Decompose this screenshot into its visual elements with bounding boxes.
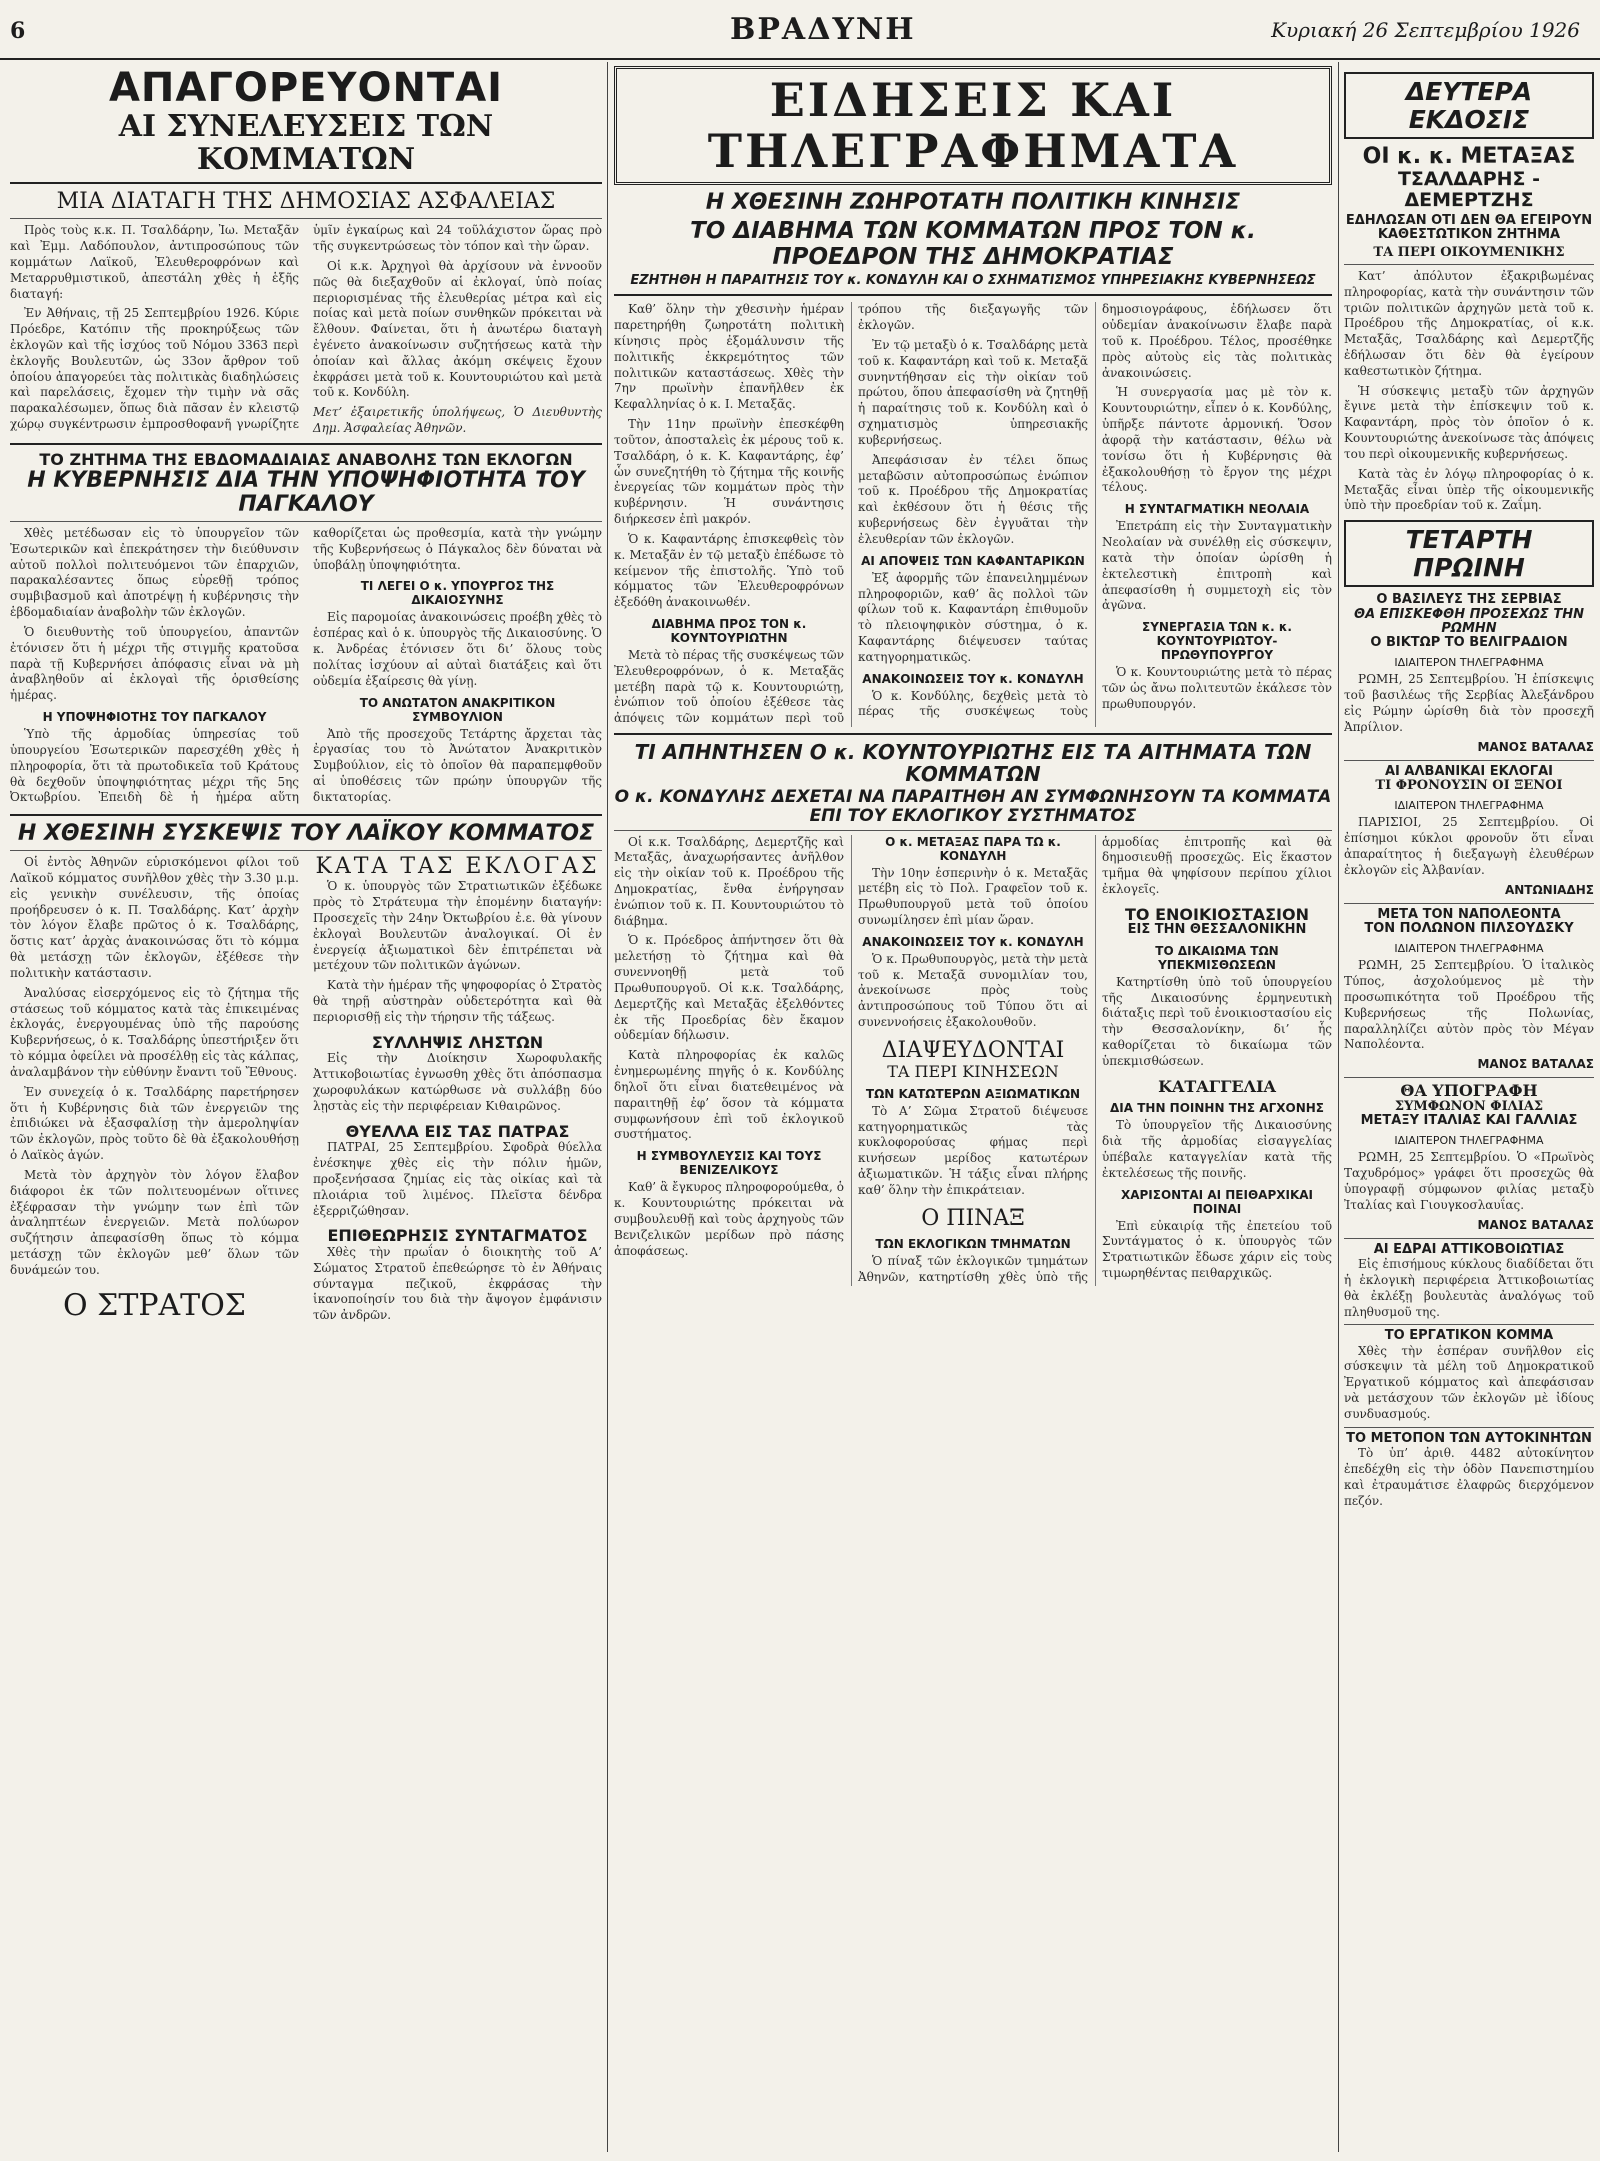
inspection-paragraph: Χθὲς τὴν πρωΐαν ὁ διοικητὴς τοῦ Α’ Σώματος Στρατοῦ ἐπεθεώρησε τὸ ἐν Ἀθήναις σύνταγμα πεζικοῦ, ἐκφράσας τὴν ἱκανοποίησίν του διὰ τὴν ἄψογον ἐμφάνισιν τῶν ἀνδρῶν. [313, 1245, 602, 1323]
serbia-signature: ΜΑΝΟΣ ΒΑΤΑΛΑΣ [1477, 739, 1594, 754]
middle-paragraph-3: Κατὰ πληροφορίας ἐκ καλῶς ἐνημερωμένης πηγῆς ὁ κ. Κονδύλης δηλοῖ ὅτι εἶναι διατεθειμένος νὰ παραιτηθῇ ἐφ’ ὅσον τὰ κόμματα συμφωνήσουν ἐπὶ τοῦ ἐκλογικοῦ συστήματος. [614, 1048, 844, 1142]
complaint-headline-2: ΔΙΑ ΤΗΝ ΠΟΙΝΗΝ ΤΗΣ ΑΓΧΟΝΗΣ [1110, 1101, 1324, 1116]
brigands-headline: ΣΥΛΛΗΨΙΣ ΛΗΣΤΩΝ [371, 1032, 544, 1052]
albania-headline-2: ΤΙ ΦΡΟΝΟΥΣΙΝ ΟΙ ΞΕΝΟΙ [1375, 778, 1563, 794]
right-subhead: ΕΔΗΛΩΣΑΝ ΟΤΙ ΔΕΝ ΘΑ ΕΓΕΙΡΟΥΝ ΚΑΘΕΣΤΩΤΙΚΟΝ ΖΗΤΗΜΑ [1345, 212, 1593, 243]
issue-date: Κυριακή 26 Σεπτεμβρίου 1926 [1271, 18, 1580, 42]
friendship-tag: ΙΔΙΑΙΤΕΡΟΝ ΤΗΛΕΓΡΑΦΗΜΑ [1394, 1134, 1544, 1148]
second-edition-title: ΔΕΥΤΕΡΑ ΕΚΔΟΣΙΣ [1405, 77, 1533, 134]
article3-body [10, 855, 602, 1325]
main-headline-2: ΑΙ ΣΥΝΕΛΕΥΣΕΙΣ ΤΩΝ ΚΟΜΜΑΤΩΝ [118, 109, 494, 177]
article3-paragraph-2: Ἀναλύσας εἰσερχόμενος εἰς τὸ ζήτημα τῆς στάσεως τοῦ κόμματος κατὰ τὰς ἐπικειμένας ἐκλογάς, ἐνεργουμένας ὑπὸ τῆς παρούσης Κυβερνήσεως, ὁ κ. Τσαλδάρης ὑπεστήριξεν ὅτι τὸ κόμμα ὀφείλει νὰ προσέλθῃ εἰς τὰς κάλπας, ἀναλαμβάνον τὴν εὐθύνην ἔναντι τοῦ Ἔθνους. [10, 985, 299, 1079]
rent-headline-2: ΕΙΣ ΤΗΝ ΘΕΣΣΑΛΟΝΙΚΗΝ [1127, 922, 1307, 938]
napoleon-headline: ΜΕΤΑ ΤΟΝ ΝΑΠΟΛΕΟΝΤΑ [1377, 906, 1561, 922]
rent-subhead: ΤΟ ΔΙΚΑΙΩΜΑ ΤΩΝ ΥΠΕΚΜΙΣΘΩΣΕΩΝ [1155, 943, 1279, 972]
right-headline: ΟΙ κ. κ. ΜΕΤΑΞΑΣ [1362, 144, 1576, 169]
right-headline-2: ΤΣΑΛΔΑΡΗΣ - ΔΕΜΕΡΤΖΗΣ [1397, 168, 1541, 212]
second-edition-box [1344, 72, 1594, 139]
middle-subhead-3: ΑΝΑΚΟΙΝΩΣΕΙΣ ΤΟΥ κ. ΚΟΝΔΥΛΗ [862, 934, 1084, 949]
middle-paragraph-4: Καθ’ ἃ ἔγκυρος πληροφορούμεθα, ὁ κ. Κουντουριώτης πρόκειται νὰ συμβουλευθῇ καὶ τοὺς ἀρχηγοὺς τῶν Βενιζελικῶν μερίδων πρὸ πάσης ἀποφάσεως. [614, 1180, 844, 1258]
denial-subhead: ΤΩΝ ΚΑΤΩΤΕΡΩΝ ΑΞΙΩΜΑΤΙΚΩΝ [865, 1086, 1081, 1101]
divider [614, 830, 1332, 831]
right-paragraph-1: Κατ’ ἀπόλυτον ἐξακριβωμένας πληροφορίας, κατὰ τὴν συνάντησιν τῶν τριῶν πολιτικῶν ἀρχηγῶν μετὰ τοῦ κ. Προέδρου τῆς Δημοκρατίας, οἱ κ.κ. Μεταξᾶς, Τσαλδάρης καὶ Δεμερτζῆς ἐδήλωσαν ὅτι δὲν θὰ ἐγείρουν καθεστωτικὸν ζήτημα. [1344, 268, 1594, 378]
article2-paragraph-2: Ὁ διευθυντὴς τοῦ ὑπουργείου, ἀπαντῶν ἐτόνισεν ὅτι ἡ μέχρι τῆς στιγμῆς κρατοῦσα παρὰ τῇ Κυβερνήσει ἀπόφασις εἶναι νὰ μὴ ἀναβληθοῦν αἱ ἐκλογαὶ τῆς ὁρισθείσης ἡμέρας. [10, 624, 299, 703]
announcements-paragraph-2: Ἡ συνεργασία μας μὲ τὸν κ. Κουντουριώτην, εἶπεν ὁ κ. Κονδύλης, ὑπῆρξε πάντοτε ἀρμονική. Ὅσον ἀφορᾷ τὴν κατάστασιν, θέλω νὰ τονίσω ὅτι ἡ Κυβέρνησις θὰ ἐξακολουθήσῃ τὸ ἔργον της μέχρι τέλους. [1102, 385, 1332, 495]
table-headline: Ο ΠΙΝΑΞ [921, 1205, 1025, 1231]
middle-paragraph-1: Οἱ κ.κ. Τσαλδάρης, Δεμερτζῆς καὶ Μεταξᾶς, ἀναχωρήσαντες ἀνῆλθον εἰς τὴν οἰκίαν τοῦ κ. Προέδρου τῆς Δημοκρατίας, ἔνθα ἐνήργησαν ἐνώπιον τοῦ κ. Π. Κουντουριώτου τὸ διάβημα. [614, 834, 844, 928]
right-paragraph-3: Κατὰ τὰς ἐν λόγῳ πληροφορίας ὁ κ. Μεταξᾶς εἶναι ὑπὲρ τῆς οἰκουμενικῆς ὑπὸ τὴν προεδρίαν τοῦ κ. Ζαΐμη. [1344, 466, 1594, 513]
brigands-paragraph: Εἰς τὴν Διοίκησιν Χωροφυλακῆς Ἀττικοβοιωτίας ἐγνωσθη χθὲς ὅτι ἀπόσπασμα χωροφυλάκων κατώρθωσε νὰ συλλάβῃ δύο λῃστὰς εἰς τὴν περιφέρειαν Κιθαιρῶνος. [313, 1051, 602, 1113]
friendship-headline-2: ΣΥΜΦΩΝΟΝ ΦΙΛΙΑΣ [1394, 1098, 1544, 1114]
kicker: Η ΧΘΕΣΙΝΗ ΖΩΗΡΟΤΑΤΗ ΠΟΛΙΤΙΚΗ ΚΙΝΗΣΙΣ [705, 190, 1241, 216]
divider [1344, 1427, 1594, 1428]
article2-headline-2: Η ΚΥΒΕΡΝΗΣΙΣ ΔΙΑ ΤΗΝ ΥΠΟΨΗΦΙΟΤΗΤΑ ΤΟΥ ΠΑΓΚΑΛΟΥ [27, 467, 585, 517]
middle-headline: ΤΙ ΑΠΗΝΤΗΣΕΝ Ο κ. ΚΟΥΝΤΟΥΡΙΩΤΗΣ ΕΙΣ ΤΑ ΑΙΤΗΜΑΤΑ ΤΩΝ ΚΟΜΜΑΤΩΝ [634, 740, 1312, 787]
right-paragraph-2: Ἡ σύσκεψις μεταξὺ τῶν ἀρχηγῶν ἔγινε μετὰ τὴν ἐπίσκεψιν τοῦ κ. Καφαντάρη, πρὸς τὸν ὁποῖον ὁ κ. Κουντουριώτης ἀνεκοίνωσε τὰς ἀπόψεις του περὶ οἰκουμενικῆς κυβερνήσεως. [1344, 383, 1594, 461]
army-paragraph-1: Ὁ κ. ὑπουργὸς τῶν Στρατιωτικῶν ἐξέδωκε πρὸς τὸ Στράτευμα τὴν ἑπομένην διαταγήν: Προσεχεῖς τὴν 24ην Ὀκτωβρίου ἐ.ε. θὰ γίνουν ἐκλογαὶ Βουλευτῶν ἀναλογικαί. Οἱ ἐν ἐνεργείᾳ ἀξιωματικοὶ δὲν ἐπιτρέπεται νὰ μετέχουν τῶν πολιτικῶν ἀγώνων. [313, 879, 602, 973]
serbia-headline-3: Ο ΒΙΚΤΩΡ ΤΟ ΒΕΛΙΓΡΑΔΙΟΝ [1370, 635, 1568, 651]
cars-paragraph: Τὸ ὑπ’ ἀριθ. 4482 αὐτοκίνητον ἐπεδέχθη εἰς τὴν ὁδὸν Πανεπιστημίου καὶ ἐτραυμάτισε ἐλαφρῶς διερχόμενον πεζόν. [1344, 1446, 1594, 1508]
rent-paragraph: Κατηρτίσθη ὑπὸ τοῦ ὑπουργείου τῆς Δικαιοσύνης ἑρμηνευτικὴ διάταξις περὶ τοῦ ἐνοικιοστασίου εἰς τὴν Θεσσαλονίκην, δι’ ἧς καθορίζεται τὸ δικαίωμα τῶν ὑπεκμισθώσεων. [1102, 974, 1332, 1068]
subhead-announcements: ΑΝΑΚΟΙΝΩΣΕΙΣ ΤΟΥ κ. ΚΟΝΔΥΛΗ [862, 671, 1084, 686]
announcements-paragraph-1: Ὁ κ. Κονδύλης, δεχθεὶς μετὰ τὸ πέρας τῆς συσκέψεως τοὺς δημοσιογράφους, ἐδήλωσεν ὅτι οὐδεμίαν ἀνακοίνωσιν ἔλαβε παρὰ τοῦ κ. Προέδρου. Τέλος, προσέθηκε πρὸς αὐτοὺς εἰς τὰς πολιτικὰς ἀνακοινώσεις. [858, 302, 1332, 719]
army-headline: Ο ΣΤΡΑΤΟΣ [62, 1287, 247, 1323]
rent-headline: ΤΟ ΕΝΟΙΚΙΟΣΤΑΣΙΟΝ [1124, 904, 1309, 924]
serbia-headline-2: ΘΑ ΕΠΙΣΚΕΦΘΗ ΠΡΟΣΕΧΩΣ ΤΗΝ ΡΩΜΗΝ [1354, 606, 1584, 636]
divider [10, 182, 602, 184]
serbia-tag: ΙΔΙΑΙΤΕΡΟΝ ΤΗΛΕΓΡΑΦΗΜΑ [1394, 656, 1544, 670]
divider [10, 814, 602, 816]
serbia-paragraph: ΡΩΜΗ, 25 Σεπτεμβρίου. Ἡ ἐπίσκεψις τοῦ βασιλέως τῆς Σερβίας Ἀλεξάνδρου εἰς Ρώμην ὡρίσθη διὰ τὸν προσεχῆ Ἀπρίλιον. [1344, 672, 1594, 734]
napoleon-headline-2: ΤΟΝ ΠΟΛΩΝΟΝ ΠΙΛΣΟΥΔΣΚΥ [1364, 920, 1574, 936]
labour-headline: ΤΟ ΕΡΓΑΤΙΚΟΝ ΚΟΜΜΑ [1384, 1328, 1554, 1344]
seats-paragraph: Εἰς ἐπισήμους κύκλους διαδίδεται ὅτι ἡ ἐκλογικὴ περιφέρεια Ἀττικοβοιωτίας θὰ ἐκλέξῃ βουλευτὰς ἀναλόγως τοῦ πληθυσμοῦ της. [1344, 1257, 1594, 1319]
middle-paragraph-2: Ὁ κ. Πρόεδρος ἀπήντησεν ὅτι θὰ μελετήσῃ τὸ ζήτημα καὶ θὰ συνεννοηθῇ μετὰ τοῦ Πρωθυπουργοῦ. Οἱ κ.κ. Τσαλδάρης, Δεμερτζῆς καὶ Μεταξᾶς ἐξελθόντες ἐκ τῆς Προεδρίας δὲν ἔκαμον οὐδεμίαν δήλωσιν. [614, 933, 844, 1043]
article3-paragraph-4: Μετὰ τὸν ἀρχηγὸν τὸν λόγον ἔλαβον διάφοροι ἐκ τῶν πολιτευομένων οἵτινες ἐξέφρασαν τὴν γνώμην των ἐπὶ τῶν ἀναληπτέων ἐνεργειῶν. Μετὰ πολύωρον συζήτησιν ἀπεφασίσθη ὅπως τὸ κόμμα μετάσχῃ τῶν ἐκλογῶν μεθ’ ὅλων τῶν δυνάμεών του. [10, 1167, 299, 1277]
left-column [10, 66, 602, 2146]
main-paragraph-3: Οἱ κ.κ. Ἀρχηγοὶ θὰ ἀρχίσουν νὰ ἐννοοῦν πῶς θὰ διεξαχθοῦν αἱ ἐκλογαί, ὑπὸ ποίας περιορισμένας τῆς ἐλευθερίας μέτρα καὶ εἰς ποίας καὶ μετὰ ποίων συνθηκῶν πρόκειται νὰ ἔλθουν. Φαίνεται, ὅτι ἡ ἀνωτέρω διαταγὴ ἐγένετο ἀνακοίνωσιν συζητήσεως κατὰ τὴν ὁποίαν καὶ ἄλλας ἀκόμη σκέψεις ἔχουν ἐκφράσει μετὰ τοῦ κ. Κουντουριώτου καὶ μετὰ τοῦ κ. Κονδύλη. [313, 258, 602, 400]
divider [614, 733, 1332, 735]
main-paragraph-1: Πρὸς τοὺς κ.κ. Π. Τσαλδάρην, Ἰω. Μεταξᾶν καὶ Ἐμμ. Λαδόπουλον, ἀντιπροσώπους τῶν κομμάτων Λαϊκοῦ, Ἐλευθεροφρόνων καὶ Μεταρρυθμιστικοῦ, ἀπεστάλη χθὲς ἡ ἑξῆς διαταγή: [10, 223, 299, 301]
middle-subhead-1: Η ΣΥΜΒΟΥΛΕΥΣΙΣ ΚΑΙ ΤΟΥΣ ΒΕΝΙΖΕΛΙΚΟΥΣ [636, 1149, 822, 1178]
serbia-headline: Ο ΒΑΣΙΛΕΥΣ ΤΗΣ ΣΕΡΒΙΑΣ [1376, 592, 1562, 608]
divider [1344, 1077, 1594, 1078]
column-rule-1 [607, 62, 608, 2152]
storm-headline: ΘΥΕΛΛΑ ΕΙΣ ΤΑΣ ΠΑΤΡΑΣ [345, 1121, 570, 1141]
friendship-paragraph: ΡΩΜΗ, 25 Σεπτεμβρίου. Ὁ «Πρωϊνὸς Ταχυδρόμος» γράφει ὅτι προσεχῶς θὰ ὑπογραφῇ σύμφωνον φιλίας μεταξὺ Ἰταλίας καὶ Γιουγκοσλαυΐας. [1344, 1150, 1594, 1212]
divider [1344, 264, 1594, 265]
middle-paragraph-5: Τὴν 10ην ἑσπερινὴν ὁ κ. Μεταξᾶς μετέβη εἰς τὸ Πολ. Γραφεῖον τοῦ κ. Πρωθυπουργοῦ μετὰ τοῦ ὁποίου συνωμίλησεν ἐπὶ μίαν ὥραν. [858, 865, 1088, 927]
main-subhead: ΜΙΑ ΔΙΑΤΑΓΗ ΤΗΣ ΔΗΜΟΣΙΑΣ ΑΣΦΑΛΕΙΑΣ [56, 189, 556, 214]
article3-paragraph-3: Ἐν συνεχείᾳ ὁ κ. Τσαλδάρης παρετήρησεν ὅτι ἡ Κυβέρνησις διὰ τῶν ἐνεργειῶν της ἐπιδιώκει νὰ ἐξασφαλίσῃ τὴν ἀμεροληψίαν τῶν ἐκλογῶν, πρὸς τοῦτο δὲ θὰ ἐξακολουθήσῃ ὁ Λαϊκὸς ἀγών. [10, 1084, 299, 1163]
divider [10, 850, 602, 851]
main-paragraph-2: Ἐν Ἀθήναις, τῇ 25 Σεπτεμβρίου 1926. Κύριε Πρόεδρε, Κατόπιν τῆς προκηρύξεως τῶν ἐκλογῶν καὶ τῆς ἰσχύος τοῦ Νόμου 3363 περὶ ἐκλογῆς Βουλευτῶν, ὡς 33ον ἄρθρον τοῦ ὁποίου ἀπαγορεύει τὰς πολιτικὰς διαδηλώσεις καὶ παρελάσεις, ἔχομεν τὴν τιμὴν νὰ σᾶς παρακαλέσωμεν, ὅπως διὰ πᾶσαν ἐν κλειστῷ χώρῳ συγκέντρωσιν ἐμπροσθοφανῆ γνωρίζητε ὑμῖν ἐγκαίρως καὶ 24 τοῦλάχιστον ὥρας πρὸ τῆς συγκεντρώσεως τὸν τόπον καὶ τὴν ὥραν. [10, 223, 602, 432]
friendship-signature: ΜΑΝΟΣ ΒΑΤΑΛΑΣ [1477, 1217, 1594, 1232]
middle-headline-2: Ο κ. ΚΟΝΔΥΛΗΣ ΔΕΧΕΤΑΙ ΝΑ ΠΑΡΑΙΤΗΘΗ ΑΝ ΣΥΜΦΩΝΗΣΟΥΝ ΤΑ ΚΟΜΜΑΤΑ ΕΠΙ ΤΟΥ ΕΚΛΟΓΙΚΟΥ ΣΥΣΤΗΜΑΤΟΣ [614, 787, 1332, 826]
divider [1344, 1238, 1594, 1239]
subhead-youth: Η ΣΥΝΤΑΓΜΑΤΙΚΗ ΝΕΟΛΑΙΑ [1124, 502, 1310, 517]
main-signature: Μετ’ ἐξαιρετικῆς ὑπολήψεως, Ὁ Διευθυντὴς Δημ. Ἀσφαλείας Ἀθηνῶν. [313, 405, 602, 436]
friendship-headline-3: ΜΕΤΑΞΥ ΙΤΑΛΙΑΣ ΚΑΙ ΓΑΛΛΙΑΣ [1360, 1113, 1578, 1129]
right-subhead-2: ΤΑ ΠΕΡΙ ΟΙΚΟΥΜΕΝΙΚΗΣ [1373, 244, 1565, 260]
article2-paragraph-4: Εἰς παρομοίας ἀνακοινώσεις προέβη χθὲς τὸ ἑσπέρας καὶ ὁ κ. ὑπουργὸς τῆς Δικαιοσύνης. Ὁ κ. Ἀνδρέας ἐτόνισεν ὅτι δι’ ὅλους τοὺς πολίτας ἰσχύουν αἱ αὐταὶ διατάξεις καὶ ὅτι οὐδεμία ἐξαίρεσις θὰ γίνῃ. [313, 610, 602, 688]
paper-name: ΒΡΑΔΥΝΗ [730, 12, 916, 47]
albania-paragraph: ΠΑΡΙΣΙΟΙ, 25 Σεπτεμβρίου. Οἱ ἐπίσημοι κύκλοι φρονοῦν ὅτι εἶναι ἀπαραίτητος ἡ διεξαγωγὴ ἐλευθέρων ἐκλογῶν εἰς Ἀλβανίαν. [1344, 815, 1594, 877]
fourth-edition-title: ΤΕΤΑΡΤΗ ΠΡΩΙΝΗ [1405, 525, 1533, 582]
middle-paragraph-6: Ὁ κ. Πρωθυπουργὸς, μετὰ τὴν μετὰ τοῦ κ. Μεταξᾶ συνομιλίαν του, ἀνεκοίνωσε πρὸς τοὺς ἀντιπροσώπους τοῦ Τύπου ὅτι αἱ συνεννοήσεις ἐξακολουθοῦν. [858, 951, 1088, 1030]
complaint-paragraph: Τὸ ὑπουργεῖον τῆς Δικαιοσύνης διὰ τῆς ἀρμοδίας εἰσαγγελίας ὑπέβαλε καταγγελίαν κατὰ τῆς ἐκτελέσεως τῆς ποινῆς. [1102, 1118, 1332, 1180]
lead-headline: ΤΟ ΔΙΑΒΗΜΑ ΤΩΝ ΚΟΜΜΑΤΩΝ ΠΡΟΣ ΤΟΝ κ. ΠΡΟΕΔΡΟΝ ΤΗΣ ΔΗΜΟΚΡΑΤΙΑΣ [690, 218, 1256, 270]
subhead-diabima: ΔΙΑΒΗΜΑ ΠΡΟΣ ΤΟΝ κ. ΚΟΥΝΤΟΥΡΙΩΤΗΝ [651, 617, 807, 645]
complaint-subhead: ΧΑΡΙΣΟΝΤΑΙ ΑΙ ΠΕΙΘΑΡΧΙΚΑΙ ΠΟΙΝΑΙ [1120, 1187, 1314, 1216]
article2-subhead-3: ΤΟ ΑΝΩΤΑΤΟΝ ΑΝΑΚΡΙΤΙΚΟΝ ΣΥΜΒΟΥΛΙΟΝ [359, 695, 556, 724]
article2-paragraph-5: Ἀπὸ τῆς προσεχοῦς Τετάρτης ἄρχεται τὰς ἐργασίας του τὸ Ἀνώτατον Ἀνακριτικὸν Συμβούλιον, εἰς τὸ ὁποῖον θὰ παραπεμφθοῦν αἱ ὑποθέσεις τῶν πρώην ὑπουργῶν τῆς δικτατορίας. [313, 726, 602, 804]
divider [1344, 903, 1594, 904]
diabima-paragraph-2: Ἐν τῷ μεταξὺ ὁ κ. Τσαλδάρης μετὰ τοῦ κ. Καφαντάρη καὶ τοῦ κ. Μεταξᾶ συνηντήθησαν εἰς τὴν οἰκίαν τοῦ πρώτου, ὅπου ἀπεφασίσθη νὰ ζητηθῇ ἡ παραίτησις τοῦ κ. Κονδύλη καὶ ὁ σχηματισμὸς ὑπηρεσιακῆς κυβερνήσεως. [858, 337, 1088, 447]
diabima-paragraph-1: Μετὰ τὸ πέρας τῆς συσκέψεως τῶν Ἐλευθεροφρόνων, ὁ κ. Μεταξᾶς μετέβη παρὰ τῷ κ. Κουντουριώτῃ, ἐνώπιον τοῦ ὁποίου ἐξέθεσε τὰς ἀπόψεις τῶν κομμάτων περὶ τοῦ τρόπου τῆς διεξαγωγῆς τῶν ἐκλογῶν. [614, 302, 1088, 726]
napoleon-paragraph: ΡΩΜΗ, 25 Σεπτεμβρίου. Ὁ ἰταλικὸς Τύπος, ἀσχολούμενος μὲ τὴν προσωπικότητα τοῦ Προέδρου τῆς Κυβερνήσεως τῆς Πολωνίας, παραλληλίζει αὐτὸν πρὸς τὸν Μέγαν Ναπολέοντα. [1344, 958, 1594, 1052]
middle-subhead-2: Ο κ. ΜΕΤΑΞΑΣ ΠΑΡΑ ΤΩ κ. ΚΟΝΔΥΛΗ [885, 834, 1061, 863]
center-column [614, 66, 1332, 2146]
divider [614, 294, 1332, 296]
middle-article-body [614, 835, 1332, 1286]
main-article-body [10, 223, 602, 437]
article2-paragraph-3: Ὑπὸ τῆς ἁρμοδίας ὑπηρεσίας τοῦ ὑπουργείου Ἐσωτερικῶν παρεσχέθη χθὲς ἡ πληροφορία, ὅτι τὰ πρωτοδικεῖα τοῦ Κράτους θὰ δεχθοῦν ὑποψηφιότητας μέχρι τῆς 5ης Ὀκτωβρίου. Ἐπειδὴ δὲ ἡ ἡμέρα αὕτη καθορίζεται ὡς προθεσμία, κατὰ τὴν γνώμην τῆς Κυβερνήσεως ὁ Πάγκαλος δὲν δύναται νὰ ὑποβάλῃ ὑποψηφιότητα. [10, 525, 602, 805]
cars-headline: ΤΟ ΜΕΤΟΠΟΝ ΤΩΝ ΑΥΤΟΚΙΝΗΤΩΝ [1346, 1430, 1592, 1446]
lead-paragraph-3: Ὁ κ. Καφαντάρης ἐπισκεφθεὶς τὸν κ. Μεταξᾶν ἐν τῷ μεταξὺ ἐπέδωσε τὸ κείμενον τῆς ἐπιστολῆς. Ὑπὸ τοῦ κόμματος τῶν Ἐλευθεροφρόνων ἐξεδόθη ἀνακοινωθέν. [614, 531, 844, 610]
army-headline-2: ΚΑΤΑ ΤΑΣ ΕΚΛΟΓΑΣ [315, 854, 600, 880]
article2-subhead-1: Η ΥΠΟΨΗΦΙΟΤΗΣ ΤΟΥ ΠΑΓΚΑΛΟΥ [42, 710, 267, 725]
albania-headline: ΑΙ ΑΛΒΑΝΙΚΑΙ ΕΚΛΟΓΑΙ [1385, 763, 1553, 779]
albania-tag: ΙΔΙΑΙΤΕΡΟΝ ΤΗΛΕΓΡΑΦΗΜΑ [1394, 799, 1544, 813]
albania-signature: ΑΝΤΩΝΙΑΔΗΣ [1504, 882, 1594, 897]
friendship-headline: ΘΑ ΥΠΟΓΡΑΦΗ [1400, 1081, 1538, 1101]
subhead-cooperation: ΣΥΝΕΡΓΑΣΙΑ ΤΩΝ κ. κ. ΚΟΥΝΤΟΥΡΙΩΤΟΥ-ΠΡΩΘΥΠΟΥΡΓΟΥ [1142, 620, 1292, 663]
cooperation-paragraph: Ὁ κ. Κουντουριώτης μετὰ τὸ πέρας τῶν ὡς ἄνω πολιτευτῶν ἐκάλεσε τὸν πρωθυπουργόν. [1102, 665, 1332, 711]
divider [1344, 760, 1594, 761]
main-headline: ΑΠΑΓΟΡΕΥΟΝΤΑΙ [108, 66, 504, 111]
denial-headline: ΔΙΑΨΕΥΔΟΝΤΑΙ [881, 1037, 1065, 1063]
complaint-paragraph-2: Ἐπὶ εὐκαιρίᾳ τῆς ἐπετείου τοῦ Συντάγματος ὁ κ. ὑπουργὸς τῶν Στρατιωτικῶν ἔδωσε χάριν εἰς τοὺς τιμωρηθέντας πειθαρχικῶς. [1102, 1218, 1332, 1281]
napoleon-tag: ΙΔΙΑΙΤΕΡΟΝ ΤΗΛΕΓΡΑΦΗΜΑ [1394, 942, 1544, 956]
inspection-headline: ΕΠΙΘΕΩΡΗΣΙΣ ΣΥΝΤΑΓΜΑΤΟΣ [327, 1226, 588, 1246]
seats-headline: ΑΙ ΕΔΡΑΙ ΑΤΤΙΚΟΒΟΙΩΤΙΑΣ [1373, 1241, 1565, 1257]
complaint-headline: ΚΑΤΑΓΓΕΛΙΑ [1158, 1076, 1276, 1096]
storm-paragraph: ΠΑΤΡΑΙ, 25 Σεπτεμβρίου. Σφοδρὰ θύελλα ἐνέσκηψε χθὲς εἰς τὴν πόλιν ἡμῶν, προξενήσασα ζημίας εἰς τὰς οἰκίας καὶ τὰ πλοιάρια τοῦ λιμένος. Πλεῖστα δένδρα ἐξερριζώθησαν. [313, 1140, 602, 1218]
army-paragraph-2: Κατὰ τὴν ἡμέραν τῆς ψηφοφορίας ὁ Στρατὸς θὰ τηρῇ αὐστηρὰν οὐδετερότητα καὶ θὰ περιορισθῇ εἰς τὴν τήρησιν τῆς τάξεως. [313, 978, 602, 1024]
lead-article-body [614, 302, 1332, 727]
divider [1344, 1324, 1594, 1325]
news-banner [614, 66, 1332, 185]
divider [10, 443, 602, 445]
subhead-apopseis: ΑΙ ΑΠΟΨΕΙΣ ΤΩΝ ΚΑΦΑΝΤΑΡΙΚΩΝ [861, 553, 1085, 568]
diabima-paragraph-3: Ἀπεφάσισαν ἐν τέλει ὅπως μεταβῶσιν αὐτοπροσώπως ἐνώπιον τοῦ κ. Προέδρου τῆς Δημοκρατίας καὶ ἐκθέσουν ὅτι ἡ θέσις τῆς κυβερνήσεως δὲν ἐγγυᾶται τὴν ἐλευθερίαν τῶν ἐκλογῶν. [858, 452, 1088, 546]
right-column [1344, 66, 1594, 2146]
denial-headline-2: ΤΑ ΠΕΡΙ ΚΙΝΗΣΕΩΝ [887, 1062, 1059, 1082]
article2-subhead-2: ΤΙ ΛΕΓΕΙ Ο κ. ΥΠΟΥΡΓΟΣ ΤΗΣ ΔΙΚΑΙΟΣΥΝΗΣ [360, 579, 555, 608]
article2-body [10, 526, 602, 808]
denial-paragraph: Τὸ Α’ Σῶμα Στρατοῦ διέψευσε κατηγορηματικῶς τὰς κυκλοφορούσας φήμας περὶ κινήσεων μερίδος κατωτέρων ἀξιωματικῶν. Ἡ τάξις εἶναι πλήρης καθ’ ὅλην τὴν ἐπικράτειαν. [858, 1103, 1088, 1197]
table-paragraph: Ὁ πίναξ τῶν ἐκλογικῶν τμημάτων Ἀθηνῶν, κατηρτίσθη χθὲς ὑπὸ τῆς ἁρμοδίας ἐπιτροπῆς καὶ θὰ δημοσιευθῇ προσεχῶς. Εἰς ἕκαστον τμῆμα θὰ ψηφίσουν περίπου χίλιοι ἐκλογεῖς. [858, 834, 1332, 1284]
column-rule-2 [1338, 62, 1339, 2152]
napoleon-signature: ΜΑΝΟΣ ΒΑΤΑΛΑΣ [1477, 1057, 1594, 1072]
article2-headline: ΤΟ ΖΗΤΗΜΑ ΤΗΣ ΕΒΔΟΜΑΔΙΑΙΑΣ ΑΝΑΒΟΛΗΣ ΤΩΝ ΕΚΛΟΓΩΝ [39, 449, 573, 469]
fourth-edition-box [1344, 520, 1594, 587]
article3-paragraph-1: Οἱ ἐντὸς Ἀθηνῶν εὑρισκόμενοι φίλοι τοῦ Λαϊκοῦ κόμματος συνῆλθον χθὲς τὴν 3.30 μ.μ. εἰς γενικὴν συνέλευσιν, τῆς ὁποίας προήδρευσεν ὁ κ. Π. Τσαλδάρης. Κατ’ ἀρχὴν τὸν λόγον ἔλαβε πρῶτος ὁ κ. Τσαλδάρης, ὅστις κατ’ ἀρχὰς ἀνακοινώσας ὅτι τὸ κόμμα θὰ μετάσχῃ τῶν ἐκλογῶν, ἐξέθεσε τὴν πολιτικὴν κατάστασιν. [10, 855, 299, 980]
divider [10, 521, 602, 522]
table-headline-2: ΤΩΝ ΕΚΛΟΓΙΚΩΝ ΤΜΗΜΑΤΩΝ [875, 1236, 1071, 1251]
labour-paragraph: Χθὲς τὴν ἑσπέραν συνῆλθον εἰς σύσκεψιν τὰ μέλη τοῦ Δημοκρατικοῦ Ἐργατικοῦ κόμματος καὶ ἀπεφάσισαν νὰ μετάσχουν τῶν ἐκλογῶν μὲ ἰδίους συνδυασμούς. [1344, 1343, 1594, 1421]
masthead [0, 0, 1600, 60]
article3-headline: Η ΧΘΕΣΙΝΗ ΣΥΣΚΕΨΙΣ ΤΟΥ ΛΑΪΚΟΥ ΚΟΜΜΑΤΟΣ [17, 820, 595, 846]
apopseis-paragraph: Ἐξ ἀφορμῆς τῶν ἐπανειλημμένων πληροφοριῶν, καθ’ ἃς πολλοὶ τῶν φίλων τοῦ κ. Καφαντάρη ἐπιθυμοῦν τὸ πλειοψηφικὸν σύστημα, ὁ κ. Καφαντάρης διέψευσεν ταύτας κατηγορηματικῶς. [858, 570, 1088, 664]
youth-paragraph: Ἐπετράπη εἰς τὴν Συνταγματικὴν Νεολαίαν νὰ συνέλθῃ εἰς σύσκεψιν, κατὰ τὴν ὁποίαν ὡρίσθη ἡ ἐκτελεστικὴ ἐπιτροπὴ καὶ ἀπεφασίσθη ἡ συμμετοχὴ εἰς τὸν ἀγῶνα. [1102, 519, 1332, 613]
article2-paragraph-1: Χθὲς μετέδωσαν εἰς τὸ ὑπουργεῖον τῶν Ἐσωτερικῶν καὶ ἐπεκράτησεν τὴν διεύθυνσιν αὐτοῦ πολλοὶ πολιτευόμενοι τῶν ἐπαρχιῶν, παρακαλέσαντες ὅπως εὑρεθῇ τρόπος συμβιβασμοῦ καὶ ἀποτρέψῃ ἡ κυβέρνησις τὴν ἑβδομαδιαίαν ἀναβολὴν τῶν ἐκλογῶν. [10, 525, 299, 620]
lead-paragraph-1: Καθ’ ὅλην τὴν χθεσινὴν ἡμέραν παρετηρήθη ζωηροτάτη πολιτικὴ κίνησις πρὸς ἐξομάλυνσιν τῆς πολιτικῆς ἐκκρεμότητος τῶν πολιτικῶν καταστάσεως. Χθὲς τὴν 7ην πρωϊνὴν ἐπανῆλθεν ἐκ Κεφαλληνίας ὁ κ. Ι. Μεταξᾶς. [614, 302, 844, 412]
lead-subhead: ΕΖΗΤΗΘΗ Η ΠΑΡΑΙΤΗΣΙΣ ΤΟΥ κ. ΚΟΝΔΥΛΗ ΚΑΙ Ο ΣΧΗΜΑΤΙΣΜΟΣ ΥΠΗΡΕΣΙΑΚΗΣ ΚΥΒΕΡΝΗΣΕΩΣ [630, 272, 1316, 288]
page-number: 6 [10, 18, 26, 44]
divider [10, 218, 602, 219]
banner-title: ΕΙΔΗΣΕΙΣ ΚΑΙ ΤΗΛΕΓΡΑΦΗΜΑΤΑ [707, 73, 1239, 178]
lead-paragraph-2: Τὴν 11ην πρωϊνὴν ἐπεσκέφθη τοῦτον, ἀποσταλεὶς ἐκ μέρους τοῦ κ. Τσαλδάρη, ὁ κ. Κ. Καφαντάρης, ἐφ’ ὧν συνεζητήθη τὸ ζήτημα τῆς κοινῆς ἐνεργείας τῶν κομμάτων πρὸς τὴν κυβέρνησιν. Ἡ συνάντησις διήρκεσεν ἐπὶ μακρόν. [614, 417, 844, 527]
